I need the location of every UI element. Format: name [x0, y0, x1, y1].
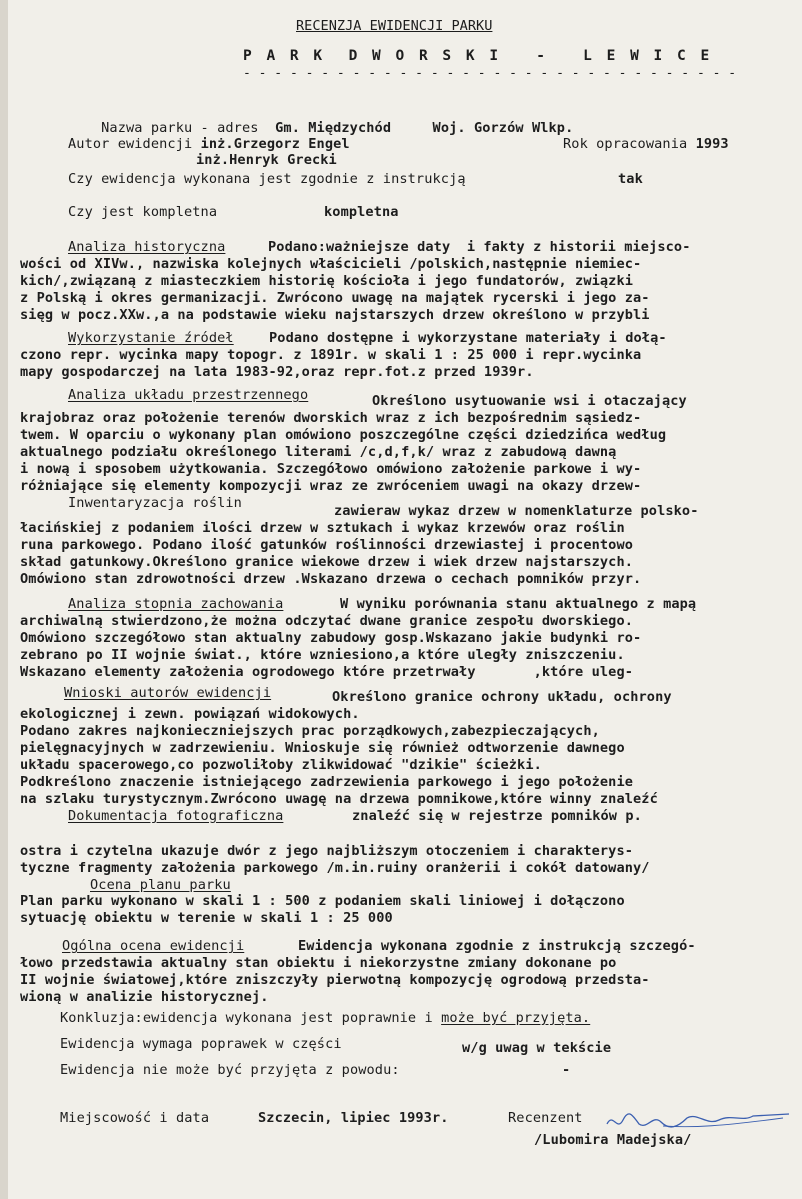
- reviewer-label: Recenzent: [508, 1110, 583, 1126]
- year-value: 1993: [695, 136, 729, 152]
- text-line: Określono usytuowanie wsi i otaczający: [372, 393, 687, 409]
- signature-image: [603, 1110, 793, 1132]
- text-line: kich/,związaną z miasteczkiem historię kościoła i jego fundatorów, związki: [20, 273, 634, 289]
- park-name-heading: P A R K D W O R S K I - L E W I C E: [243, 48, 713, 64]
- text-line: Określono granice ochrony układu, ochrony: [332, 689, 672, 705]
- text-line: na szlaku turystycznym.Zwrócono uwagę na drzewa pomnikowe,które winny znaleźć: [20, 791, 658, 807]
- wojewodztwo-value: Woj. Gorzów Wlkp.: [432, 120, 574, 136]
- konkluzja-label: Konkluzja:: [60, 1010, 143, 1026]
- text-line: archiwalną stwierdzono,że można odczytać dwane granice zespołu dworskiego.: [20, 613, 634, 629]
- text-line: Podano dostępne i wykorzystane materiały i dołą-: [269, 330, 667, 346]
- wymaga-label: Ewidencja wymaga poprawek w części: [60, 1036, 342, 1052]
- text-line: Podano zakres najkonieczniejszych prac porządkowych,zabezpieczających,: [20, 723, 600, 739]
- text-line: różniające się elementy kompozycji wraz ze zwróceniem uwagi na okazy drzew-: [20, 478, 642, 494]
- text-line: i nową i sposobem użytkowania. Szczegółowo omówiono założenie parkowe i wy-: [20, 461, 642, 477]
- author2-value: inż.Henryk Grecki: [196, 152, 337, 168]
- text-line: czono repr. wycinka mapy topogr. z 1891r. w skali 1 : 25 000 i repr.wycinka: [20, 347, 642, 363]
- text-line: łowo przedstawia aktualny stan obiektu i niekorzystne zmiany dokonane po: [20, 955, 617, 971]
- text-line: znaleźć się w rejestrze pomników p.: [352, 808, 642, 824]
- text-line: wioną w analizie historycznej.: [20, 989, 269, 1005]
- text-line: runa parkowego. Podano ilość gatunków roślinności drzewiastej i procentowo: [20, 537, 634, 553]
- konkluzja-row: [60, 1010, 590, 1026]
- heading-historyczna: Analiza historyczna: [68, 239, 226, 255]
- text-line: zebrano po II wojnie świat., które wzniesiono,a które uległy zniszczeniu.: [20, 647, 625, 663]
- text-line: łacińskiej z podaniem ilości drzew w sztukach i wykaz krzewów oraz roślin: [20, 520, 625, 536]
- question-complete: Czy jest kompletna: [68, 204, 218, 220]
- author-row: [68, 136, 350, 152]
- nie-value: -: [562, 1062, 571, 1078]
- text-line: Omówiono szczegółowo stan aktualny zabudowy gosp.Wskazano jakie budynki ro-: [20, 630, 642, 646]
- text-line: wości od XIVw., nazwiska kolejnych właścicieli /polskich,następnie niemiec-: [20, 256, 642, 272]
- text-line: mapy gospodarczej na lata 1983-92,oraz repr.fot.z przed 1939r.: [20, 364, 534, 380]
- heading-zrodla: Wykorzystanie źródeł: [68, 330, 234, 346]
- text-line: Podkreślono znaczenie istniejącego zadrzewienia parkowego i jego położenie: [20, 774, 634, 790]
- text-line: Podano:ważniejsze daty i fakty z historii miejsco-: [268, 239, 691, 255]
- text-line: z Polską i okres germanizacji. Zwrócono uwagę na majątek rycerski i jego za-: [20, 290, 650, 306]
- document-title: RECENZJA EWIDENCJI PARKU: [296, 18, 493, 34]
- text-line: Wskazano elementy założenia ogrodowego które przetrwały ,które uleg-: [20, 664, 634, 680]
- text-line: ostra i czytelna ukazuje dwór z jego najbliższym otoczeniem i charakterys-: [20, 843, 634, 859]
- text-line: pielęgnacyjnych w zadrzewieniu. Wnioskuje się również odtworzenie dawnego: [20, 740, 625, 756]
- heading-rosliny: Inwentaryzacja roślin: [68, 495, 242, 511]
- text-line: krajobraz oraz położenie terenów dworskich wraz z ich bezpośrednim sąsiedz-: [20, 410, 642, 426]
- year-label: Rok opracowania: [563, 136, 688, 152]
- author-label: Autor ewidencji: [68, 136, 193, 152]
- text-line: zawieraw wykaz drzew w nomenklaturze polsko-: [334, 503, 699, 519]
- text-line: sytuację obiektu w terenie w skali 1 : 25 000: [20, 910, 393, 926]
- konkluzja-text: ewidencja wykonana jest poprawnie i: [142, 1010, 433, 1026]
- text-line: ekologicznej i zewn. powiązań widokowych.: [20, 706, 360, 722]
- text-line: Plan parku wykonano w skali 1 : 500 z podaniem skali liniowej i dołączono: [20, 893, 625, 909]
- reviewer-name: /Lubomira Madejska/: [534, 1132, 692, 1148]
- wymaga-value: w/g uwag w tekście: [462, 1040, 612, 1056]
- text-line: aktualnego podziału określonego literami /c,d,f,k/ wraz z zabudową dawną: [20, 444, 617, 460]
- heading-rule: - - - - - - - - - - - - - - - - - - - - - - - - - - - - - - - -: [243, 66, 737, 81]
- konkluzja-end: może być przyjęta.: [441, 1010, 591, 1026]
- answer-complete: kompletna: [324, 204, 399, 220]
- text-line: układu spacerowego,co pozwoliłoby zlikwidować "dzikie" ścieżki.: [20, 757, 542, 773]
- heading-uklad: Analiza układu przestrzennego: [68, 387, 309, 403]
- text-line: tyczne fragmenty założenia parkowego /m.in.ruiny oranżerii i cokół datowany/: [20, 860, 650, 876]
- text-line: Ewidencja wykonana zgodnie z instrukcją szczegó-: [298, 938, 696, 954]
- text-line: skład gatunkowy.Określono granice wiekowe drzew i wiek drzew najstarszych.: [20, 554, 634, 570]
- heading-foto: Dokumentacja fotograficzna: [68, 808, 284, 824]
- nie-label: Ewidencja nie może być przyjęta z powodu:: [60, 1062, 400, 1078]
- answer-instruction: tak: [618, 171, 643, 187]
- heading-plan: Ocena planu parku: [90, 877, 231, 893]
- gmina-value: Gm. Międzychód: [275, 120, 392, 136]
- text-line: W wyniku porównania stanu aktualnego z mapą: [340, 596, 697, 612]
- page-edge: [0, 0, 8, 1199]
- text-line: twem. W oparciu o wykonany plan omówiono poszczególne części dziedzińca według: [20, 427, 667, 443]
- heading-zachowanie: Analiza stopnia zachowania: [68, 596, 284, 612]
- park-name-label: Nazwa parku - adres: [101, 120, 259, 136]
- author1-value: inż.Grzegorz Engel: [200, 136, 350, 152]
- heading-wnioski: Wnioski autorów ewidencji: [64, 685, 272, 701]
- year-row: [563, 136, 729, 152]
- text-line: sięg w pocz.XXw.,a na podstawie wieku najstarszych drzew określono w przybli: [20, 307, 650, 323]
- question-instruction: Czy ewidencja wykonana jest zgodnie z instrukcją: [68, 171, 466, 187]
- text-line: II wojnie światowej,które zniszczyły pierwotną kompozycję ogrodową przedsta-: [20, 972, 650, 988]
- place-label: Miejscowość i data: [60, 1110, 210, 1126]
- text-line: Omówiono stan zdrowotności drzew .Wskazano drzewa o cechach pomników przyr.: [20, 571, 642, 587]
- place-value: Szczecin, lipiec 1993r.: [258, 1110, 449, 1126]
- heading-ogolna: Ogólna ocena ewidencji: [62, 938, 245, 954]
